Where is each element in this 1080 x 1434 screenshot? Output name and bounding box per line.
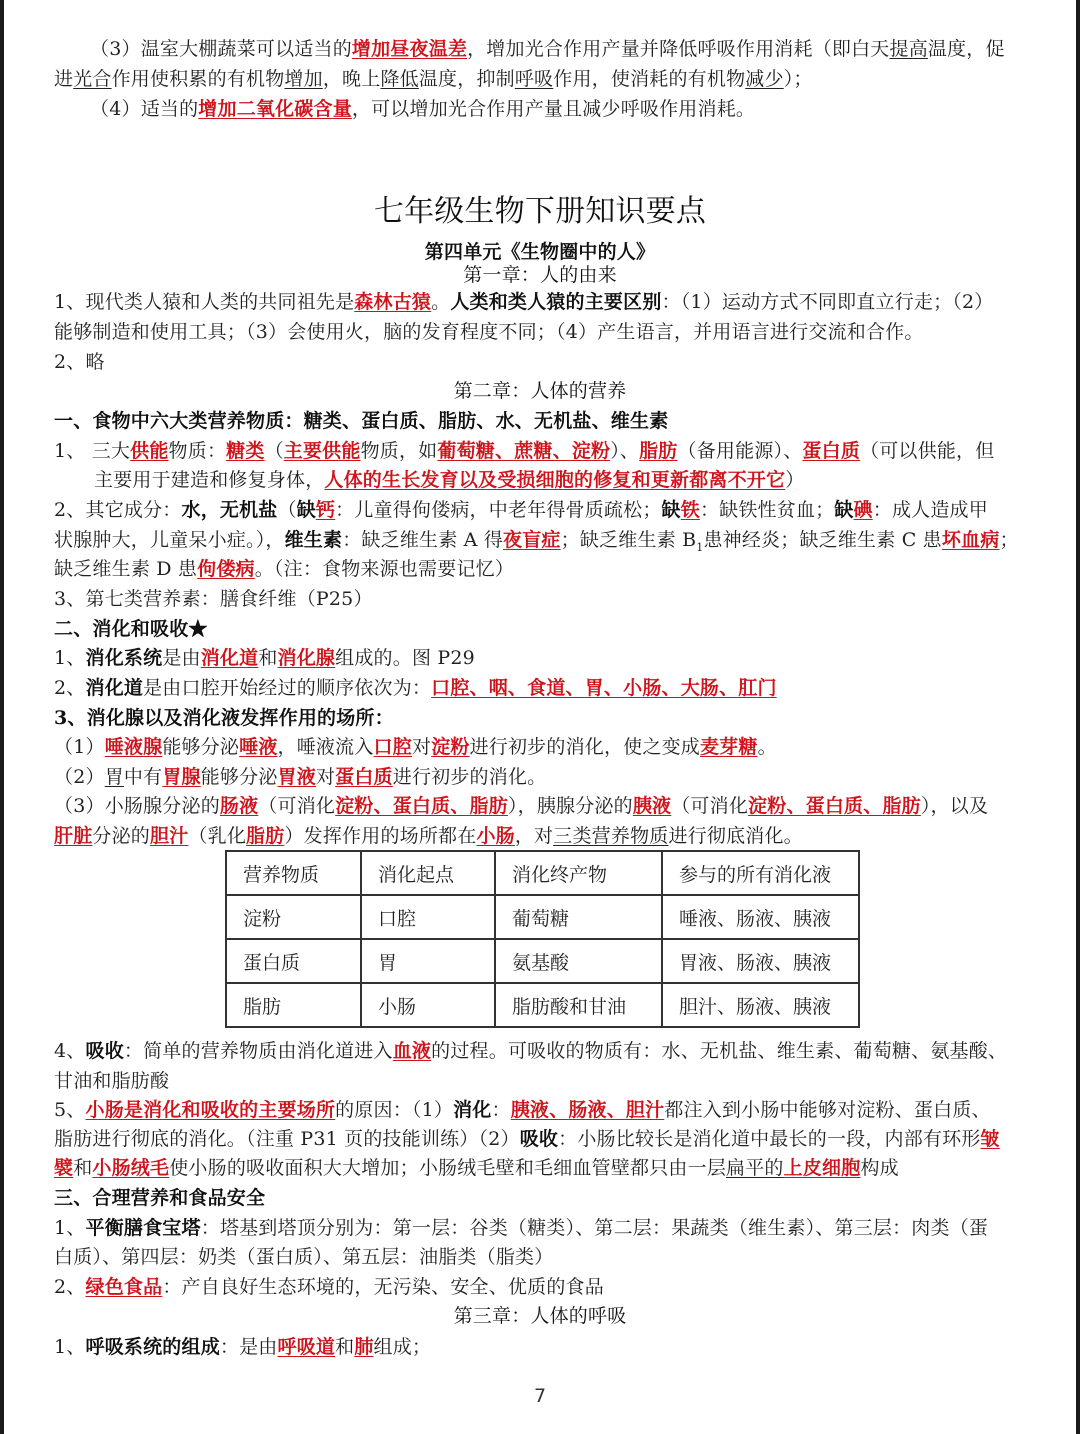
- digestion-point-3-1: [54, 732, 1024, 762]
- text: 1、现代类人猿和人类的共同祖先是: [54, 291, 355, 313]
- text: （2）: [54, 766, 105, 788]
- table-header-cell: 消化终产物: [495, 851, 662, 895]
- key-term: 小肠是消化和吸收的主要场所: [85, 1099, 336, 1121]
- text: ，可以增加光合作用产量且减少呼吸作用消耗。: [351, 98, 756, 120]
- text: 的原因：（1）: [335, 1099, 454, 1121]
- text: 能够分泌: [200, 766, 278, 788]
- text: 进行初步的消化，使之变成: [469, 736, 700, 758]
- bold-term: 吸收: [85, 1040, 124, 1062]
- table-cell: 口腔: [361, 895, 495, 939]
- text: ）: [785, 469, 805, 491]
- table-cell: 淀粉: [226, 895, 361, 939]
- key-term: 小肠: [476, 825, 515, 847]
- nutrition-safety-point-1: [54, 1213, 1024, 1243]
- digestion-point-5-cont: [54, 1124, 1024, 1154]
- text: 组成的。图 P29: [335, 647, 475, 669]
- text: 温度，促: [927, 38, 1005, 60]
- text: ，对: [514, 825, 554, 847]
- underlined-term: 三类营养物质: [553, 825, 669, 847]
- text: （乳化: [188, 825, 247, 847]
- table-cell: 胃液、肠液、胰液: [662, 939, 859, 983]
- text: 主要用于建造和修复身体，: [94, 469, 325, 491]
- text: 1、: [54, 1336, 86, 1358]
- text: ：缺乏维生素 A 得: [342, 529, 504, 551]
- text: ；: [999, 529, 1019, 551]
- table-row: [226, 939, 859, 983]
- bold-term: 水，无机盐: [181, 499, 278, 521]
- key-term: 肺: [354, 1336, 374, 1358]
- text: 中有: [123, 766, 163, 788]
- bold-term: 平衡膳食宝塔: [85, 1217, 201, 1239]
- underlined-term: 光合: [73, 68, 112, 90]
- text: ），胰腺分泌的: [507, 795, 633, 817]
- key-term: 夜盲症: [503, 529, 561, 551]
- key-term: 森林古猿: [354, 291, 432, 313]
- text: 组成；: [373, 1336, 432, 1358]
- digestion-point-5-cont2: [54, 1153, 1024, 1183]
- text: 5、: [54, 1099, 86, 1121]
- key-term: 上皮细胞: [783, 1157, 861, 1179]
- key-term: 钙: [315, 499, 336, 521]
- digestion-point-3-3-cont: [54, 821, 1024, 851]
- section-2-heading: 二、消化和吸收★: [54, 618, 208, 640]
- digestion-point-3-2: [54, 762, 1024, 792]
- text: 使小肠的吸收面积大大增加；小肠绒毛壁和毛细血管壁都只由一层: [169, 1157, 727, 1179]
- key-term: 消化腺: [277, 647, 336, 669]
- table-cell: 胃: [361, 939, 495, 983]
- text: 进: [54, 68, 74, 90]
- digestion-table: [225, 850, 860, 1028]
- text: 是由: [162, 647, 201, 669]
- key-term: 唾液: [239, 736, 278, 758]
- chapter-1-title: 第一章：人的由来: [463, 264, 617, 286]
- text: ，晚上: [322, 68, 381, 90]
- text: ：塔基到塔顶分别为：第一层：谷类（糖类）、第二层：果蔬类（维生素）、第三层：肉类（蛋: [200, 1217, 989, 1239]
- underlined-term: 扁平的: [726, 1157, 784, 1179]
- key-term: 人体的生长发育以及受损细胞的修复和更新都离不开它: [324, 469, 786, 491]
- key-term: 增加二氧化碳含量: [198, 98, 352, 120]
- key-term: 增加昼夜温差: [351, 38, 468, 60]
- table-cell: 葡萄糖: [495, 895, 662, 939]
- bold-term: 消化系统: [85, 647, 163, 669]
- text: 1、: [54, 647, 86, 669]
- text: ）；: [783, 68, 813, 90]
- paragraph-greenhouse-4: [90, 94, 1024, 124]
- text: 对: [315, 766, 336, 788]
- digestion-point-2: [54, 673, 1024, 703]
- text: ，增加光合作用产量并降低呼吸作用消耗（即白天: [467, 38, 890, 60]
- underlined-term: 提高: [889, 38, 928, 60]
- key-term: 糖类: [226, 440, 265, 462]
- underlined-term: 增加: [284, 68, 323, 90]
- underlined-term: 呼吸: [514, 68, 554, 90]
- paragraph-greenhouse-3-cont: [54, 64, 1024, 94]
- text: 作用使积累的有机物: [111, 68, 285, 90]
- text: 2、: [54, 1276, 86, 1298]
- chapter-2-title: 第二章：人体的营养: [453, 380, 627, 402]
- table-header-row: [226, 851, 859, 895]
- text: （: [264, 440, 284, 462]
- key-term: 绿色食品: [85, 1276, 163, 1298]
- text: 物质，如: [360, 440, 438, 462]
- table-cell: 胆汁、肠液、胰液: [662, 983, 859, 1027]
- bold-term: 消化道: [85, 677, 144, 699]
- digestion-point-1: [54, 643, 1024, 673]
- nutrition-point-2: [54, 495, 1024, 525]
- text: 能够分泌: [162, 736, 240, 758]
- document-title: 七年级生物下册知识要点: [373, 194, 707, 229]
- text: 构成: [860, 1157, 899, 1179]
- text: ）发挥作用的场所都在: [284, 825, 477, 847]
- key-term: 胃液: [277, 766, 316, 788]
- text: ），以及: [920, 795, 989, 817]
- chapter-3-title: 第三章：人体的呼吸: [453, 1305, 627, 1327]
- text: 。: [757, 736, 777, 758]
- bold-term: 维生素: [284, 529, 343, 551]
- text: ：儿童得佝偻病，中老年得骨质疏松；: [335, 499, 662, 521]
- section-3-heading: 三、合理营养和食品安全: [54, 1187, 266, 1209]
- text: （备用能源）、: [677, 440, 803, 462]
- text: 1、: [54, 1217, 86, 1239]
- bold-term: 缺: [296, 499, 316, 521]
- key-term: 铁: [680, 499, 700, 521]
- nutrition-point-1: [54, 436, 1024, 466]
- table-header-cell: 营养物质: [226, 851, 361, 895]
- table-cell: 脂肪酸和甘油: [495, 983, 662, 1027]
- unit-title: 第四单元《生物圈中的人》: [424, 241, 656, 263]
- bold-term: 人类和类人猿的主要区别: [450, 291, 662, 313]
- key-term: 呼吸道: [277, 1336, 336, 1358]
- text: 是由口腔开始经过的顺序依次为：: [143, 677, 432, 699]
- digestion-point-4: [54, 1036, 1024, 1066]
- text: 都注入到小肠中能够对淀粉、蛋白质、: [664, 1099, 991, 1121]
- text: （4）适当的: [90, 98, 199, 120]
- section-1-heading: 一、食物中六大类营养物质：糖类、蛋白质、脂肪、水、无机盐、维生素: [54, 410, 669, 432]
- text: 的过程。可吸收的物质有：水、无机盐、维生素、葡萄糖、氨基酸、: [431, 1040, 1008, 1062]
- key-term: 胰液: [632, 795, 672, 817]
- text: 状腺肿大，儿童呆小症。），: [54, 529, 285, 551]
- key-term: 供能: [130, 440, 169, 462]
- digestion-point-5: [54, 1095, 1024, 1125]
- text: 作用，使消耗的有机物: [553, 68, 746, 90]
- digestion-point-3-3: [54, 791, 1024, 821]
- key-term: 襞: [54, 1157, 74, 1179]
- nutrition-safety-point-1-cont: 白质）、第四层：奶类（蛋白质）、第五层：油脂类（脂类）: [54, 1246, 554, 1268]
- text: （3）小肠腺分泌的: [54, 795, 220, 817]
- text: ：: [491, 1099, 511, 1121]
- key-term: 佝偻病: [197, 558, 255, 580]
- text: 1、 三大: [54, 440, 131, 462]
- text: ：成人造成甲: [872, 499, 988, 521]
- nutrition-point-3: 3、第七类营养素：膳食纤维（P25）: [54, 588, 373, 610]
- key-term: 小肠绒毛: [92, 1157, 170, 1179]
- key-term: 消化道: [200, 647, 259, 669]
- key-term: 脂肪: [246, 825, 285, 847]
- bold-term: 吸收: [519, 1128, 559, 1150]
- page-number: 7: [533, 1385, 547, 1407]
- text: （: [277, 499, 297, 521]
- key-term: 坏血病: [941, 529, 1000, 551]
- ch1-point-1: [54, 287, 1024, 317]
- key-term: 蛋白质: [335, 766, 393, 788]
- underlined-term: 减少: [745, 68, 784, 90]
- key-term: 麦芽糖: [699, 736, 758, 758]
- key-term: 葡萄糖、蔗糖、淀粉: [437, 440, 611, 462]
- text: ：小肠比较长是消化道中最长的一段，内部有环形: [558, 1128, 981, 1150]
- text: ：缺铁性贫血；: [699, 499, 835, 521]
- subscript: 1: [696, 540, 704, 554]
- text: ）、: [610, 440, 640, 462]
- digestion-point-4-cont: 甘油和脂肪酸: [54, 1070, 170, 1092]
- table-cell: 唾液、肠液、胰液: [662, 895, 859, 939]
- text: 和: [335, 1336, 355, 1358]
- key-term: 胆汁: [150, 825, 189, 847]
- text: 对: [411, 736, 432, 758]
- text: ；缺乏维生素 B: [560, 529, 697, 551]
- text: 脂肪进行彻底的消化。（注重 P31 页的技能训练）（2）: [54, 1128, 520, 1150]
- text: 进行初步的消化。: [392, 766, 547, 788]
- text: 2、: [54, 677, 86, 699]
- table-header-cell: 参与的所有消化液: [662, 851, 859, 895]
- table-cell: 蛋白质: [226, 939, 361, 983]
- respiration-point-1: [54, 1332, 1024, 1362]
- key-term: 血液: [392, 1040, 432, 1062]
- ch1-point-1-cont: 能够制造和使用工具；（3）会使用火，脑的发育程度不同；（4）产生语言，并用语言进行交流和合作。: [54, 321, 924, 343]
- key-term: 唾液腺: [104, 736, 163, 758]
- table-row: [226, 983, 859, 1027]
- text: 和: [258, 647, 278, 669]
- text: ：产自良好生态环境的，无污染、安全、优质的食品: [162, 1276, 604, 1298]
- text: （1）: [54, 736, 105, 758]
- key-term: 胰液、肠液、胆汁: [510, 1099, 665, 1121]
- key-term: 主要供能: [283, 440, 361, 462]
- key-term: 蛋白质: [802, 440, 861, 462]
- text: （可以供能，但: [860, 440, 995, 462]
- text: 物质：: [168, 440, 227, 462]
- key-term: 肠液: [219, 795, 259, 817]
- text: 。: [431, 291, 451, 313]
- text: 分泌的: [92, 825, 151, 847]
- text: 2、其它成分：: [54, 499, 182, 521]
- digestion-point-3: 3、消化腺以及消化液发挥作用的场所：: [54, 707, 394, 729]
- text: 和: [73, 1157, 93, 1179]
- key-term: 皱: [980, 1128, 1000, 1150]
- text: 患神经炎；缺乏维生素 C 患: [703, 529, 942, 551]
- nutrition-safety-point-2: [54, 1272, 1024, 1302]
- key-term: 胃腺: [162, 766, 201, 788]
- nutrition-point-1-cont: [94, 465, 1024, 495]
- text: ：（1）运动方式不同即直立行走；（2）: [661, 291, 994, 313]
- bold-term: 缺: [834, 499, 854, 521]
- text: 进行彻底消化。: [668, 825, 803, 847]
- key-term: 脂肪: [639, 440, 678, 462]
- text: ，唾液流入: [277, 736, 374, 758]
- bold-term: 消化: [453, 1099, 492, 1121]
- underlined-term: 降低: [380, 68, 419, 90]
- underlined-term: 胃: [104, 766, 124, 788]
- text: ：简单的营养物质由消化道进入: [123, 1040, 393, 1062]
- table-cell: 脂肪: [226, 983, 361, 1027]
- table-header-cell: 消化起点: [361, 851, 495, 895]
- table-row: [226, 895, 859, 939]
- text: 。（注：食物来源也需要记忆）: [254, 558, 515, 580]
- bold-term: 缺: [661, 499, 681, 521]
- text: 缺乏维生素 D 患: [54, 558, 198, 580]
- nutrition-point-2-cont2: [54, 554, 1024, 584]
- key-term: 淀粉、蛋白质、脂肪: [335, 795, 508, 817]
- ch1-point-2: 2、略: [54, 351, 105, 373]
- text: 4、: [54, 1040, 86, 1062]
- key-term: 口腔: [373, 736, 412, 758]
- text: （3）温室大棚蔬菜可以适当的: [90, 38, 352, 60]
- key-term: 口腔、咽、食道、胃、小肠、大肠、肛门: [431, 677, 777, 699]
- key-term: 肝脏: [54, 825, 93, 847]
- text: ：是由: [219, 1336, 278, 1358]
- text: 温度，抑制: [418, 68, 515, 90]
- bold-term: 呼吸系统的组成: [85, 1336, 220, 1358]
- table-cell: 小肠: [361, 983, 495, 1027]
- key-term: 淀粉: [431, 736, 470, 758]
- document-page: [4, 0, 1076, 1434]
- key-term: 淀粉、蛋白质、脂肪: [748, 795, 921, 817]
- key-term: 碘: [853, 499, 873, 521]
- text: （可消化: [258, 795, 336, 817]
- paragraph-greenhouse-3: [90, 34, 1024, 64]
- table-cell: 氨基酸: [495, 939, 662, 983]
- text: （可消化: [671, 795, 749, 817]
